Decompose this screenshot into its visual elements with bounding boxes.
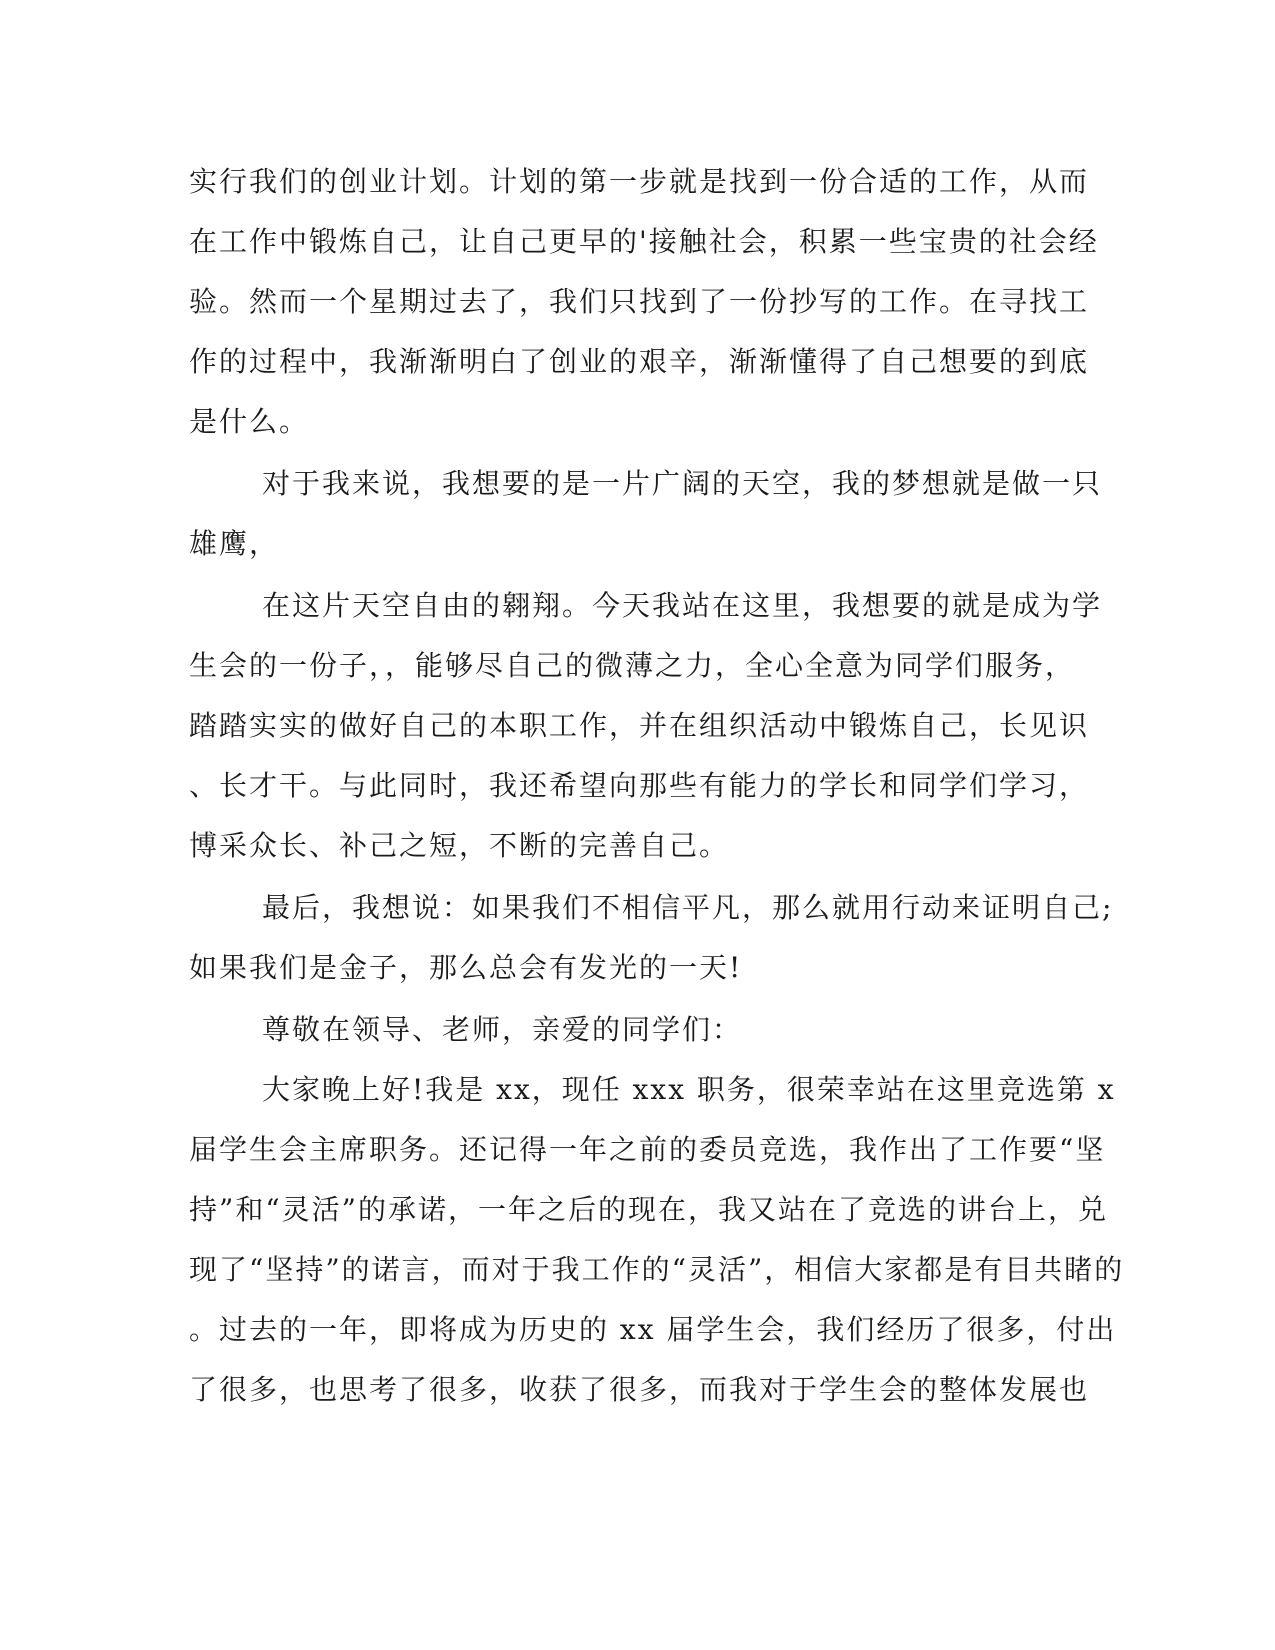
text-line: 了很多，也思考了很多，收获了很多，而我对于学生会的整体发展也 bbox=[189, 1373, 1090, 1406]
text-line: 、长才干。与此同时，我还希望向那些有能力的学长和同学们学习， bbox=[189, 769, 1090, 802]
text-line: 踏踏实实的做好自己的本职工作，并在组织活动中锻炼自己，长见识 bbox=[189, 709, 1090, 742]
text-line: 届学生会主席职务。还记得一年之前的委员竞选，我作出了工作要“坚 bbox=[189, 1133, 1106, 1166]
text-line: 作的过程中，我渐渐明白了创业的艰辛，渐渐懂得了自己想要的到底 bbox=[189, 345, 1090, 378]
text-line: 实行我们的创业计划。计划的第一步就是找到一份合适的工作，从而 bbox=[189, 165, 1090, 198]
text-line: 验。然而一个星期过去了，我们只找到了一份抄写的工作。在寻找工 bbox=[189, 285, 1090, 318]
text-line: 博采众长、补己之短，不断的完善自己。 bbox=[189, 829, 730, 862]
paragraph-first-line: 最后，我想说：如果我们不相信平凡，那么就用行动来证明自己; bbox=[262, 891, 1114, 924]
text-line: 现了“坚持”的诺言，而对于我工作的“灵活”，相信大家都是有目共睹的 bbox=[189, 1253, 1125, 1286]
text-line: 如果我们是金子，那么总会有发光的一天! bbox=[189, 951, 743, 984]
text-line: 生会的一份子，，能够尽自己的微薄之力，全心全意为同学们服务， bbox=[189, 649, 1076, 682]
paragraph-first-line: 大家晚上好!我是 xx，现任 xxx 职务，很荣幸站在这里竞选第 x bbox=[262, 1073, 1116, 1106]
paragraph-first-line: 对于我来说，我想要的是一片广阔的天空，我的梦想就是做一只 bbox=[262, 467, 1103, 500]
text-line: 雄鹰， bbox=[189, 527, 280, 560]
paragraph-first-line: 在这片天空自由的翱翔。今天我站在这里，我想要的就是成为学 bbox=[262, 589, 1103, 622]
text-line: 在工作中锻炼自己，让自己更早的'接触社会，积累一些宝贵的社会经 bbox=[189, 225, 1099, 258]
text-line: 。过去的一年，即将成为历史的 xx 届学生会，我们经历了很多，付出 bbox=[189, 1313, 1117, 1346]
text-line: 是什么。 bbox=[189, 405, 310, 438]
salutation-line: 尊敬在领导、老师，亲爱的同学们： bbox=[262, 1013, 743, 1046]
text-line: 持”和“灵活”的承诺，一年之后的现在，我又站在了竞选的讲台上，兑 bbox=[189, 1193, 1108, 1226]
